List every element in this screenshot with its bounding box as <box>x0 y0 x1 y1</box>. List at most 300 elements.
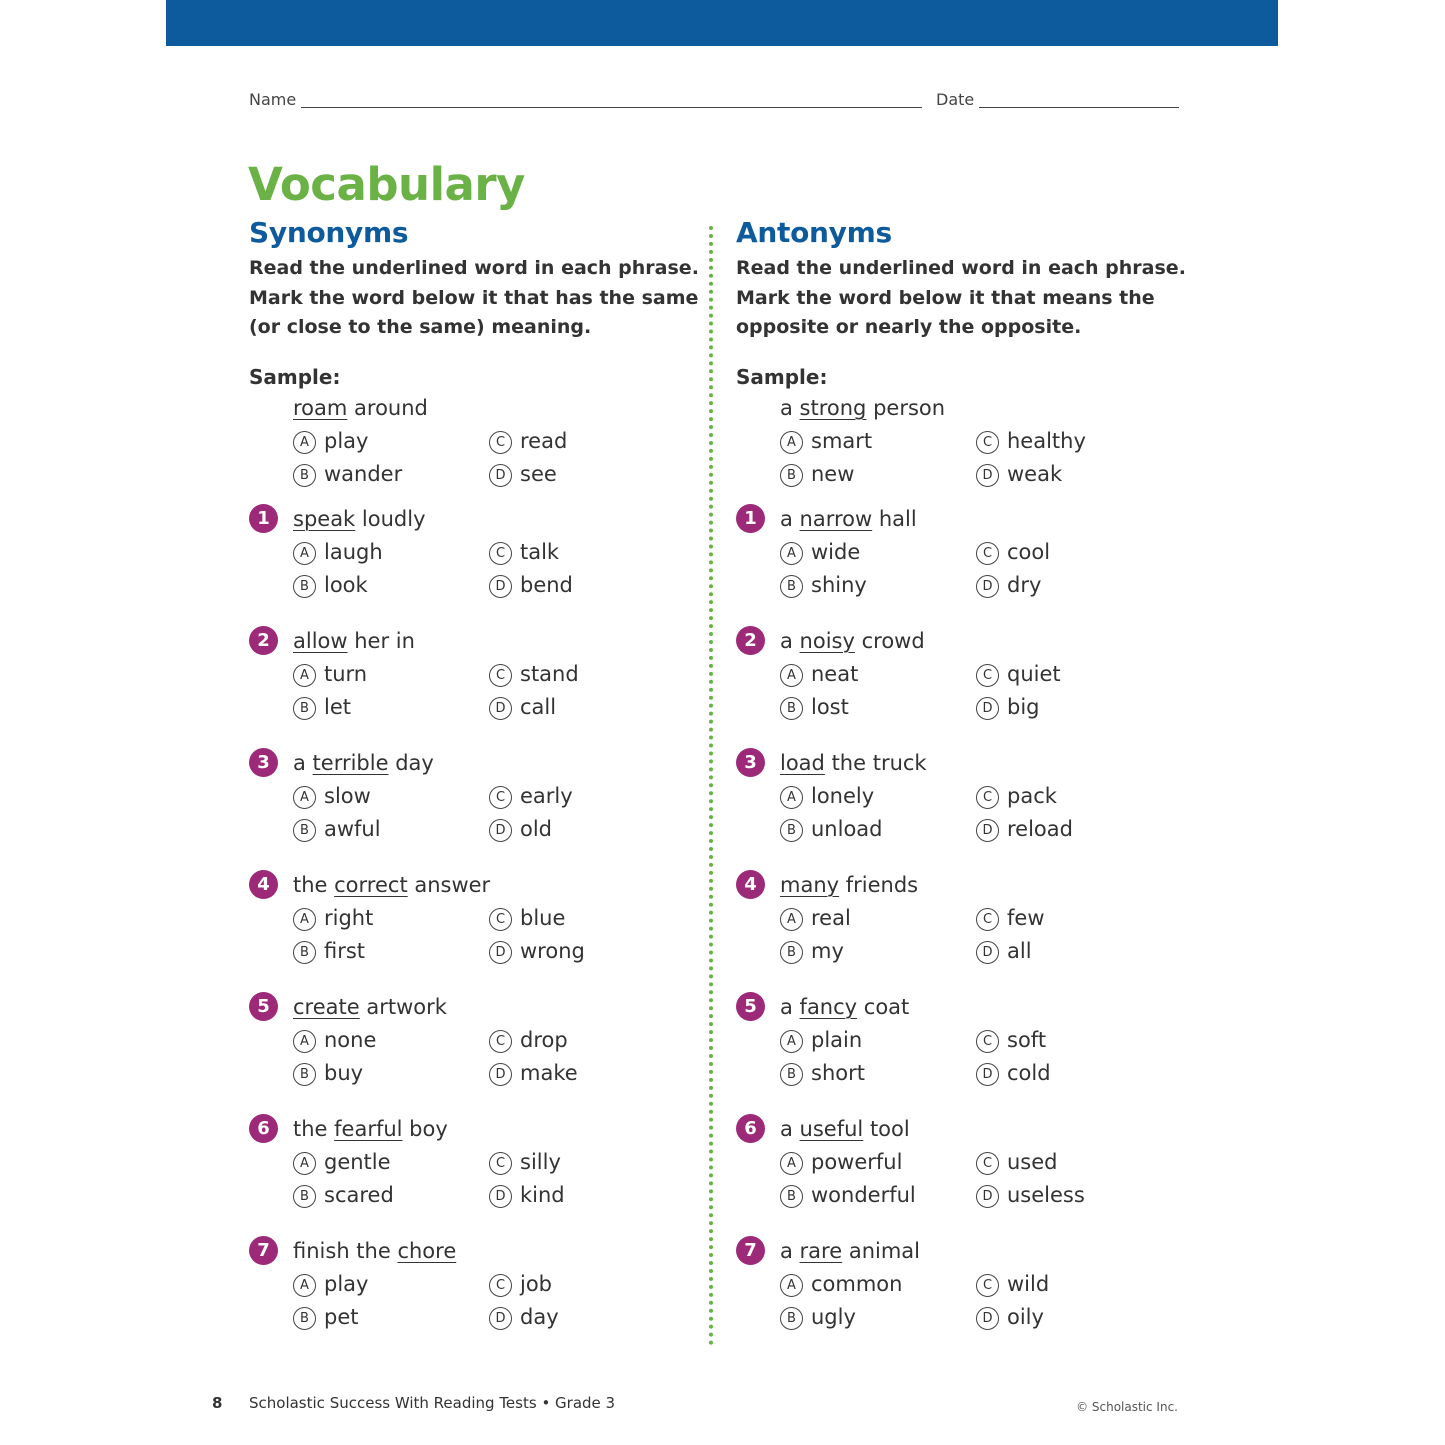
answer-bubble-d[interactable]: D <box>976 941 999 964</box>
answer-option-text: wonderful <box>811 1182 916 1207</box>
answer-option-text: look <box>324 572 368 597</box>
answer-option-text: kind <box>520 1182 565 1207</box>
answer-option-b[interactable] <box>293 814 381 844</box>
name-label: Name <box>249 90 297 109</box>
phrase-text-after: boy <box>402 1116 448 1141</box>
question-item <box>249 1114 689 1236</box>
answer-option-a[interactable] <box>780 1269 902 1299</box>
question-phrase <box>780 992 909 1022</box>
answer-option-text: common <box>811 1271 903 1296</box>
answer-option-d[interactable] <box>976 692 1040 722</box>
answer-option-a[interactable] <box>780 1147 902 1177</box>
answer-option-text: ugly <box>811 1304 856 1329</box>
answer-bubble-a[interactable]: A <box>780 1274 803 1297</box>
question-number-badge: 7 <box>736 1236 765 1265</box>
answer-option-d[interactable] <box>976 1302 1044 1332</box>
answer-bubble-c[interactable]: C <box>976 1030 999 1053</box>
answer-option-text: smart <box>811 428 873 453</box>
answer-bubble-d[interactable]: D <box>976 697 999 720</box>
answer-option-text: wander <box>324 461 403 486</box>
antonyms-heading: Antonyms <box>736 216 892 249</box>
answer-option-text: buy <box>324 1060 364 1085</box>
antonyms-question-list <box>736 393 1176 1358</box>
copyright: © Scholastic Inc. <box>1076 1400 1178 1414</box>
answer-bubble-c[interactable]: C <box>489 1152 512 1175</box>
answer-option-c[interactable] <box>976 781 1057 811</box>
answer-option-text: call <box>520 694 557 719</box>
answer-bubble-b[interactable]: B <box>293 1307 316 1330</box>
answer-option-a[interactable] <box>293 1147 391 1177</box>
underlined-word: create <box>293 994 360 1019</box>
answer-bubble-b[interactable]: B <box>780 819 803 842</box>
answer-option-text: dry <box>1007 572 1042 597</box>
underlined-word: correct <box>334 872 408 897</box>
question-item <box>736 626 1176 748</box>
answer-option-b[interactable] <box>293 570 368 600</box>
phrase-text-after: person <box>866 395 946 420</box>
synonyms-heading: Synonyms <box>249 216 409 249</box>
answer-bubble-c[interactable]: C <box>976 786 999 809</box>
answer-bubble-c[interactable]: C <box>489 542 512 565</box>
answer-option-text: plain <box>811 1027 863 1052</box>
answer-option-text: lonely <box>811 783 875 808</box>
answer-option-text: my <box>811 938 844 963</box>
question-number-badge: 3 <box>736 748 765 777</box>
question-item <box>249 504 689 626</box>
answer-bubble-d[interactable]: D <box>489 575 512 598</box>
answer-option-text: let <box>324 694 351 719</box>
answer-option-text: weak <box>1007 461 1063 486</box>
answer-bubble-a[interactable]: A <box>293 1030 316 1053</box>
answer-option-a[interactable] <box>780 781 874 811</box>
answer-option-text: play <box>324 1271 369 1296</box>
antonyms-instructions: Read the underlined word in each phrase. Mark the word below it that means the opposite or nearly the opposite. <box>736 257 1186 338</box>
answer-bubble-d[interactable]: D <box>976 464 999 487</box>
phrase-text-before: a <box>780 994 800 1019</box>
phrase-text-after: hall <box>872 506 917 531</box>
answer-option-text: slow <box>324 783 371 808</box>
name-line[interactable] <box>301 107 922 108</box>
answer-option-text: silly <box>520 1149 561 1174</box>
answer-bubble-b[interactable]: B <box>293 819 316 842</box>
answer-bubble-b[interactable]: B <box>293 575 316 598</box>
answer-option-d[interactable] <box>489 692 556 722</box>
answer-option-text: wide <box>811 539 861 564</box>
answer-option-d[interactable] <box>489 459 557 489</box>
answer-bubble-b[interactable]: B <box>293 697 316 720</box>
question-number-badge: 2 <box>736 626 765 655</box>
answer-option-text: blue <box>520 905 566 930</box>
answer-option-text: useless <box>1007 1182 1085 1207</box>
answer-option-text: awful <box>324 816 381 841</box>
answer-bubble-b[interactable]: B <box>780 941 803 964</box>
answer-option-text: early <box>520 783 573 808</box>
answer-option-text: bend <box>520 572 573 597</box>
answer-option-b[interactable] <box>780 459 854 489</box>
question-phrase <box>293 393 428 423</box>
question-item <box>736 748 1176 870</box>
answer-bubble-a[interactable]: A <box>780 1152 803 1175</box>
question-number-badge: 4 <box>736 870 765 899</box>
answer-option-text: old <box>520 816 553 841</box>
answer-bubble-a[interactable]: A <box>293 664 316 687</box>
answer-bubble-d[interactable]: D <box>976 1307 999 1330</box>
answer-option-c[interactable] <box>489 537 559 567</box>
answer-bubble-d[interactable]: D <box>976 819 999 842</box>
answer-bubble-c[interactable]: C <box>976 908 999 931</box>
page-number: 8 <box>212 1394 223 1412</box>
question-item <box>736 1236 1176 1358</box>
underlined-word: narrow <box>799 506 873 531</box>
question-phrase <box>293 1236 456 1266</box>
answer-bubble-a[interactable]: A <box>780 664 803 687</box>
question-phrase <box>293 992 447 1022</box>
phrase-text-before: a <box>780 1238 800 1263</box>
answer-bubble-d[interactable]: D <box>489 1063 512 1086</box>
question-item <box>736 1114 1176 1236</box>
answer-option-d[interactable] <box>489 814 552 844</box>
question-number-badge: 1 <box>736 504 765 533</box>
answer-option-text: none <box>324 1027 377 1052</box>
answer-option-c[interactable] <box>976 1269 1049 1299</box>
question-number-badge: 6 <box>736 1114 765 1143</box>
answer-option-c[interactable] <box>976 1025 1046 1055</box>
answer-option-text: scared <box>324 1182 394 1207</box>
page-title: Vocabulary <box>248 158 525 211</box>
answer-bubble-b[interactable]: B <box>293 941 316 964</box>
question-item <box>736 504 1176 626</box>
question-item <box>736 870 1176 992</box>
underlined-word: useful <box>799 1116 864 1141</box>
answer-bubble-a[interactable]: A <box>780 786 803 809</box>
answer-option-text: make <box>520 1060 578 1085</box>
phrase-text-after: day <box>388 750 434 775</box>
answer-option-text: play <box>324 428 369 453</box>
question-phrase <box>293 504 426 534</box>
answer-option-c[interactable] <box>489 659 579 689</box>
answer-option-b[interactable] <box>780 936 844 966</box>
phrase-text-after: the truck <box>824 750 927 775</box>
sample-question <box>736 393 1176 504</box>
header-bar <box>166 0 1278 46</box>
answer-bubble-b[interactable]: B <box>293 464 316 487</box>
answer-option-b[interactable] <box>293 1180 394 1210</box>
answer-option-a[interactable] <box>293 659 367 689</box>
answer-option-c[interactable] <box>489 1147 561 1177</box>
answer-option-text: pack <box>1007 783 1057 808</box>
answer-option-b[interactable] <box>780 1302 856 1332</box>
answer-option-text: job <box>520 1271 553 1296</box>
answer-option-b[interactable] <box>780 814 883 844</box>
answer-option-text: powerful <box>811 1149 903 1174</box>
answer-option-d[interactable] <box>976 459 1062 489</box>
answer-bubble-c[interactable]: C <box>489 786 512 809</box>
answer-option-d[interactable] <box>489 1058 578 1088</box>
underlined-word: fancy <box>799 994 858 1019</box>
question-item <box>249 870 689 992</box>
underlined-word: roam <box>293 395 348 420</box>
date-label: Date <box>936 90 975 109</box>
date-line[interactable] <box>979 107 1179 108</box>
phrase-text-before: a <box>780 1116 800 1141</box>
answer-option-b[interactable] <box>780 1058 865 1088</box>
question-phrase <box>780 870 918 900</box>
answer-option-text: wild <box>1007 1271 1050 1296</box>
answer-bubble-b[interactable]: B <box>780 1307 803 1330</box>
answer-option-a[interactable] <box>780 903 851 933</box>
question-item <box>249 1236 689 1358</box>
phrase-text-before: a <box>293 750 313 775</box>
question-number-badge: 5 <box>736 992 765 1021</box>
antonyms-column <box>736 216 1186 1358</box>
synonyms-question-list <box>249 393 689 1358</box>
answer-option-text: lost <box>811 694 849 719</box>
answer-option-text: turn <box>324 661 368 686</box>
sample-label: Sample: <box>249 364 341 389</box>
answer-option-text: talk <box>520 539 560 564</box>
answer-bubble-c[interactable]: C <box>976 664 999 687</box>
question-number-badge: 2 <box>249 626 278 655</box>
answer-option-d[interactable] <box>489 936 585 966</box>
answer-bubble-a[interactable]: A <box>780 542 803 565</box>
question-phrase <box>780 1236 920 1266</box>
answer-bubble-a[interactable]: A <box>293 542 316 565</box>
answer-option-text: quiet <box>1007 661 1061 686</box>
answer-bubble-a[interactable]: A <box>293 908 316 931</box>
answer-bubble-b[interactable]: B <box>780 575 803 598</box>
underlined-word: load <box>780 750 825 775</box>
answer-option-text: all <box>1007 938 1032 963</box>
answer-option-c[interactable] <box>976 659 1061 689</box>
answer-bubble-c[interactable]: C <box>489 664 512 687</box>
phrase-text-after: her in <box>347 628 415 653</box>
answer-option-a[interactable] <box>293 1269 368 1299</box>
phrase-text-after: animal <box>842 1238 921 1263</box>
answer-option-a[interactable] <box>293 537 383 567</box>
answer-bubble-b[interactable]: B <box>780 464 803 487</box>
phrase-text-before: a <box>780 506 800 531</box>
answer-option-c[interactable] <box>489 1025 568 1055</box>
phrase-text-after: answer <box>407 872 491 897</box>
answer-bubble-d[interactable]: D <box>489 697 512 720</box>
answer-option-text: unload <box>811 816 883 841</box>
answer-bubble-c[interactable]: C <box>976 542 999 565</box>
question-item <box>736 992 1176 1114</box>
underlined-word: chore <box>397 1238 457 1263</box>
answer-option-text: laugh <box>324 539 383 564</box>
question-phrase <box>293 748 434 778</box>
phrase-text-before: a <box>780 628 800 653</box>
answer-option-a[interactable] <box>780 659 858 689</box>
answer-option-c[interactable] <box>976 903 1045 933</box>
answer-option-d[interactable] <box>976 936 1032 966</box>
answer-option-text: reload <box>1007 816 1073 841</box>
answer-option-b[interactable] <box>293 459 402 489</box>
phrase-text-before: finish the <box>293 1238 398 1263</box>
answer-bubble-b[interactable]: B <box>293 1063 316 1086</box>
underlined-word: speak <box>293 506 356 531</box>
answer-option-b[interactable] <box>780 570 867 600</box>
underlined-word: noisy <box>799 628 855 653</box>
question-phrase <box>780 504 917 534</box>
answer-bubble-c[interactable]: C <box>489 431 512 454</box>
answer-option-text: real <box>811 905 851 930</box>
synonyms-column <box>249 216 699 1358</box>
question-number-badge: 3 <box>249 748 278 777</box>
book-title: Scholastic Success With Reading Tests • Grade 3 <box>249 1394 616 1412</box>
answer-option-text: see <box>520 461 557 486</box>
underlined-word: rare <box>799 1238 843 1263</box>
answer-option-a[interactable] <box>780 1025 862 1055</box>
answer-option-d[interactable] <box>489 570 573 600</box>
answer-option-a[interactable] <box>293 426 368 456</box>
question-phrase <box>780 748 927 778</box>
answer-bubble-c[interactable]: C <box>976 431 999 454</box>
answer-option-text: day <box>520 1304 559 1329</box>
underlined-word: fearful <box>334 1116 403 1141</box>
answer-bubble-d[interactable]: D <box>976 1063 999 1086</box>
underlined-word: strong <box>799 395 867 420</box>
question-item <box>249 748 689 870</box>
answer-option-text: healthy <box>1007 428 1086 453</box>
question-number-badge: 5 <box>249 992 278 1021</box>
answer-option-text: cold <box>1007 1060 1051 1085</box>
underlined-word: allow <box>293 628 348 653</box>
answer-option-text: read <box>520 428 568 453</box>
answer-option-text: short <box>811 1060 865 1085</box>
phrase-text-after: coat <box>857 994 910 1019</box>
answer-bubble-a[interactable]: A <box>780 908 803 931</box>
answer-option-a[interactable] <box>780 426 872 456</box>
underlined-word: many <box>780 872 840 897</box>
answer-bubble-c[interactable]: C <box>489 1274 512 1297</box>
question-phrase <box>780 1114 910 1144</box>
question-item <box>249 992 689 1114</box>
answer-option-text: big <box>1007 694 1040 719</box>
phrase-text-before: the <box>293 872 335 897</box>
answer-option-d[interactable] <box>976 570 1041 600</box>
answer-option-a[interactable] <box>293 1025 376 1055</box>
answer-option-b[interactable] <box>293 1302 358 1332</box>
answer-option-text: right <box>324 905 374 930</box>
answer-bubble-d[interactable]: D <box>489 464 512 487</box>
phrase-text-after: tool <box>863 1116 910 1141</box>
answer-bubble-c[interactable]: C <box>489 1030 512 1053</box>
answer-option-c[interactable] <box>489 903 565 933</box>
answer-option-a[interactable] <box>293 781 371 811</box>
phrase-text-after: around <box>347 395 428 420</box>
answer-bubble-d[interactable]: D <box>489 1185 512 1208</box>
question-phrase <box>293 870 490 900</box>
answer-option-text: pet <box>324 1304 359 1329</box>
answer-option-text: drop <box>520 1027 568 1052</box>
answer-bubble-b[interactable]: B <box>780 697 803 720</box>
answer-option-d[interactable] <box>489 1180 565 1210</box>
answer-option-c[interactable] <box>976 537 1050 567</box>
answer-option-text: shiny <box>811 572 867 597</box>
sample-question <box>249 393 689 504</box>
answer-option-text: neat <box>811 661 859 686</box>
answer-option-d[interactable] <box>489 1302 559 1332</box>
answer-bubble-a[interactable]: A <box>780 431 803 454</box>
answer-option-b[interactable] <box>293 692 351 722</box>
answer-bubble-d[interactable]: D <box>489 1307 512 1330</box>
answer-option-b[interactable] <box>780 692 849 722</box>
answer-option-text: used <box>1007 1149 1058 1174</box>
question-phrase <box>780 626 925 656</box>
answer-bubble-a[interactable]: A <box>293 786 316 809</box>
answer-option-text: cool <box>1007 539 1051 564</box>
answer-option-text: soft <box>1007 1027 1047 1052</box>
answer-option-d[interactable] <box>976 1058 1051 1088</box>
answer-option-d[interactable] <box>976 814 1073 844</box>
answer-option-b[interactable] <box>293 936 365 966</box>
answer-bubble-a[interactable]: A <box>293 431 316 454</box>
answer-bubble-c[interactable]: C <box>976 1274 999 1297</box>
question-phrase <box>780 393 945 423</box>
answer-option-text: wrong <box>520 938 585 963</box>
answer-option-b[interactable] <box>780 1180 916 1210</box>
phrase-text-before: the <box>293 1116 335 1141</box>
question-number-badge: 7 <box>249 1236 278 1265</box>
name-date-row <box>249 88 1179 112</box>
phrase-text-after: loudly <box>355 506 426 531</box>
phrase-text-before: a <box>780 395 800 420</box>
answer-option-c[interactable] <box>976 1147 1058 1177</box>
answer-option-c[interactable] <box>976 426 1086 456</box>
answer-option-text: stand <box>520 661 579 686</box>
answer-option-text: few <box>1007 905 1045 930</box>
answer-option-text: oily <box>1007 1304 1044 1329</box>
column-divider <box>709 226 713 1346</box>
answer-option-a[interactable] <box>293 903 373 933</box>
answer-bubble-b[interactable]: B <box>780 1185 803 1208</box>
question-number-badge: 6 <box>249 1114 278 1143</box>
answer-bubble-d[interactable]: D <box>489 819 512 842</box>
answer-bubble-d[interactable]: D <box>976 575 999 598</box>
question-phrase <box>293 1114 448 1144</box>
answer-option-text: first <box>324 938 366 963</box>
question-item <box>249 626 689 748</box>
question-phrase <box>293 626 415 656</box>
question-number-badge: 4 <box>249 870 278 899</box>
answer-bubble-a[interactable]: A <box>293 1152 316 1175</box>
answer-option-d[interactable] <box>976 1180 1085 1210</box>
synonyms-instructions: Read the underlined word in each phrase. Mark the word below it that has the same (or close to the same) meaning. <box>249 257 699 338</box>
question-number-badge: 1 <box>249 504 278 533</box>
answer-bubble-b[interactable]: B <box>780 1063 803 1086</box>
answer-bubble-c[interactable]: C <box>489 908 512 931</box>
answer-option-c[interactable] <box>489 426 567 456</box>
sample-label: Sample: <box>736 364 828 389</box>
phrase-text-after: artwork <box>359 994 447 1019</box>
answer-option-c[interactable] <box>489 1269 552 1299</box>
answer-option-text: gentle <box>324 1149 391 1174</box>
phrase-text-after: crowd <box>854 628 925 653</box>
answer-bubble-d[interactable]: D <box>489 941 512 964</box>
answer-option-text: new <box>811 461 855 486</box>
phrase-text-after: friends <box>839 872 919 897</box>
underlined-word: terrible <box>312 750 389 775</box>
answer-option-a[interactable] <box>780 537 860 567</box>
answer-bubble-c[interactable]: C <box>976 1152 999 1175</box>
answer-bubble-d[interactable]: D <box>976 1185 999 1208</box>
answer-bubble-b[interactable]: B <box>293 1185 316 1208</box>
answer-option-b[interactable] <box>293 1058 363 1088</box>
answer-bubble-a[interactable]: A <box>780 1030 803 1053</box>
answer-bubble-a[interactable]: A <box>293 1274 316 1297</box>
answer-option-c[interactable] <box>489 781 573 811</box>
